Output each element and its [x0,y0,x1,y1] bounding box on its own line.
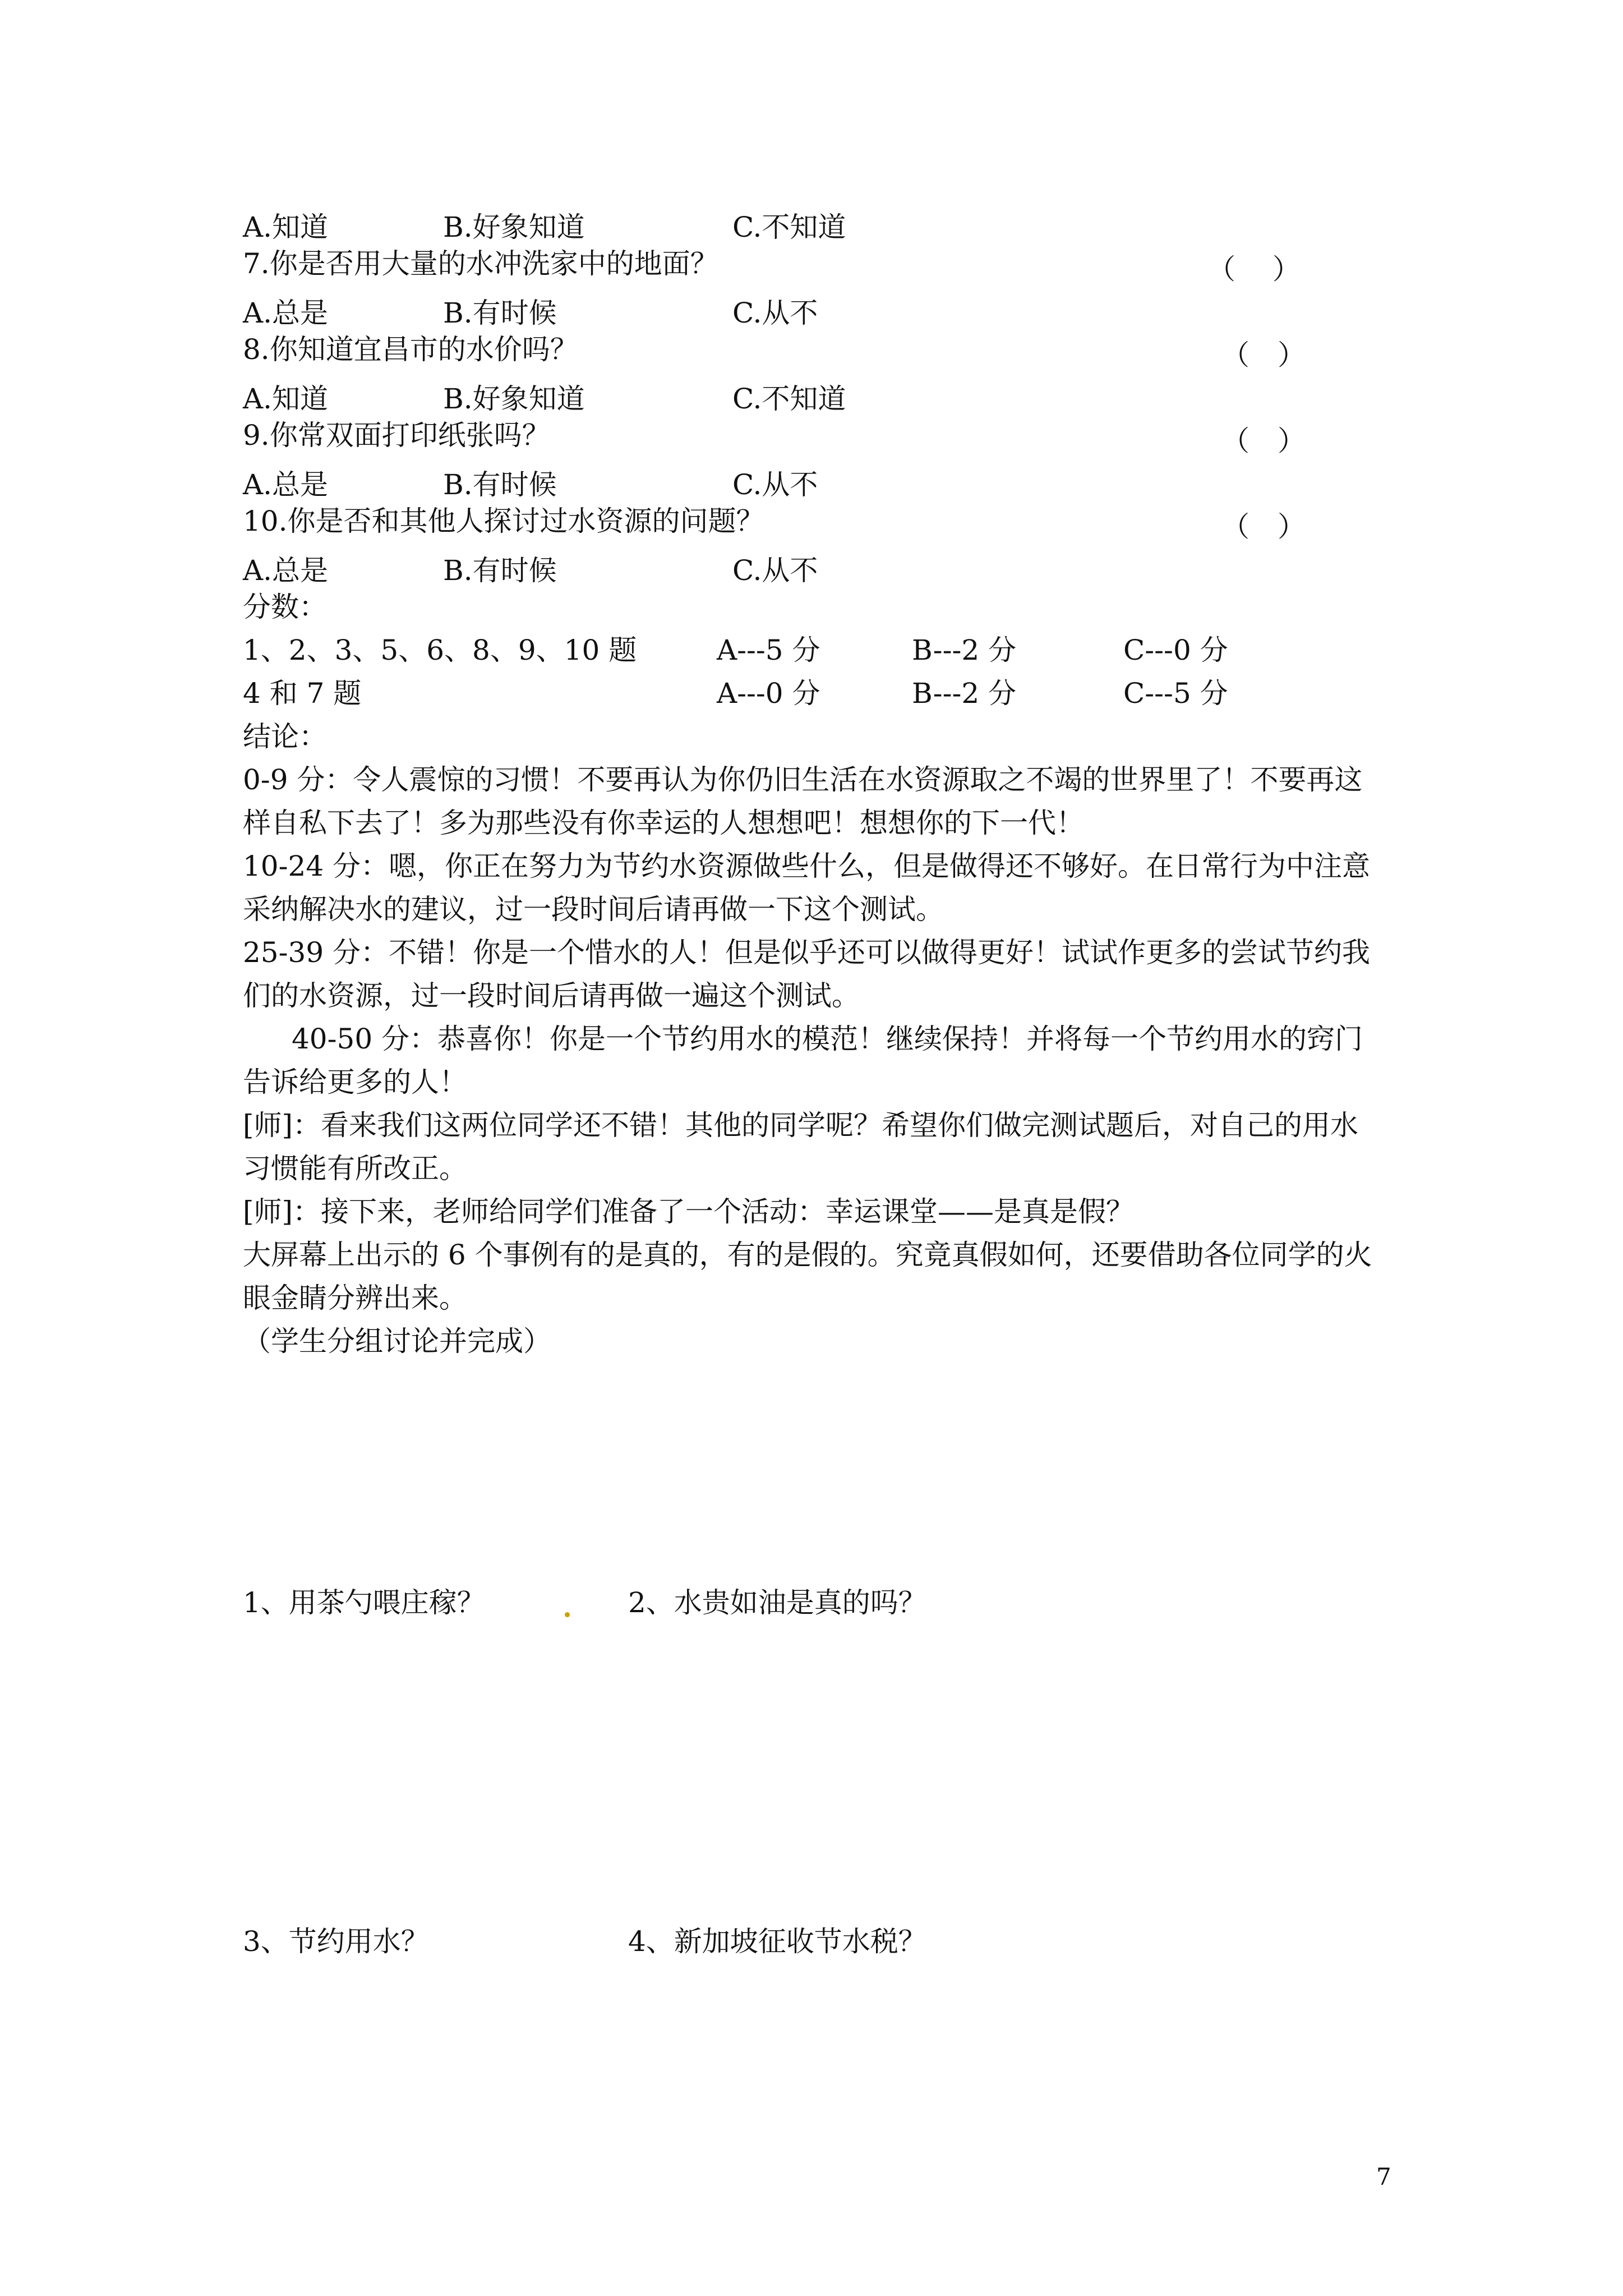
q9-option-c: C.从不 [732,468,818,501]
score-row-1-c: C---0 分 [1123,634,1228,666]
q6-option-c: C.不知道 [732,211,846,243]
q7-option-a: A.总是 [243,297,329,329]
conclusion-range-3-line-1: 25-39 分：不错！你是一个惜水的人！但是似乎还可以做得更好！试试作更多的尝试节约我 [243,936,1371,969]
case-2: 2、水贵如油是真的吗？ [628,1586,926,1619]
case-4: 4、新加坡征收节水税？ [628,1925,926,1958]
conclusion-range-2-line-1: 10-24 分：嗯，你正在努力为节约水资源做些什么，但是做得还不够好。在日常行为中注意 [243,850,1371,882]
case-1: 1、用茶勺喂庄稼？ [243,1586,485,1619]
q10-answer-blank: （ ） [1221,510,1306,543]
activity-description-line-1: 大屏幕上出示的 6 个事例有的是真的，有的是假的。究竟真假如何，还要借助各位同学的火 [243,1239,1372,1271]
conclusion-range-1-line-1: 0-9 分：令人震惊的习惯！不要再认为你仍旧生活在水资源取之不竭的世界里了！不要再这 [243,763,1363,796]
decorative-dot [565,1612,570,1617]
score-row-1-b: B---2 分 [912,634,1017,666]
score-heading: 分数： [243,591,327,623]
score-row-2-a: A---0 分 [717,677,820,710]
conclusion-range-4-line-1: 40-50 分：恭喜你！你是一个节约用水的模范！继续保持！并将每一个节约用水的窍门 [292,1023,1363,1055]
teacher-remark-1-line-1: [师]：看来我们这两位同学还不错！其他的同学呢？希望你们做完测试题后，对自己的用水 [243,1109,1359,1142]
q7-answer-blank: （ ） [1207,253,1301,286]
q10-option-b: B.有时候 [443,554,557,587]
question-10: 10.你是否和其他人探讨过水资源的问题？ [243,505,764,537]
page-number: 7 [1376,2163,1391,2191]
q8-option-b: B.好象知道 [443,383,585,415]
q10-option-c: C.从不 [732,554,818,587]
activity-description-line-2: 眼金睛分辨出来。 [243,1282,467,1314]
conclusion-range-4-line-2: 告诉给更多的人！ [243,1066,467,1098]
q9-option-a: A.总是 [243,468,329,501]
question-9: 9.你常双面打印纸张吗？ [243,419,550,452]
question-7: 7.你是否用大量的水冲洗家中的地面？ [243,247,718,280]
q9-answer-blank: （ ） [1221,425,1306,457]
score-row-2-b: B---2 分 [912,677,1017,710]
conclusion-range-1-line-2: 样自私下去了！多为那些没有你幸运的人想想吧！想想你的下一代！ [243,807,1084,839]
q10-option-a: A.总是 [243,554,329,587]
teacher-remark-2: [师]：接下来，老师给同学们准备了一个活动：幸运课堂——是真是假？ [243,1195,1135,1228]
q8-answer-blank: （ ） [1221,339,1306,371]
q9-option-b: B.有时候 [443,468,557,501]
conclusion-range-3-line-2: 们的水资源，过一段时间后请再做一遍这个测试。 [243,979,860,1012]
q7-option-b: B.有时候 [443,297,557,329]
q7-option-c: C.从不 [732,297,818,329]
score-row-1-a: A---5 分 [717,634,820,666]
conclusion-heading: 结论： [243,720,327,753]
q6-option-a: A.知道 [243,211,329,243]
case-3: 3、节约用水？ [243,1925,429,1958]
student-group-note: （学生分组讨论并完成） [243,1325,551,1358]
conclusion-range-2-line-2: 采纳解决水的建议，过一段时间后请再做一下这个测试。 [243,893,944,926]
score-row-2-label: 4 和 7 题 [243,677,362,710]
q8-option-a: A.知道 [243,383,329,415]
score-row-1-label: 1、2、3、5、6、8、9、10 题 [243,634,637,666]
score-row-2-c: C---5 分 [1123,677,1228,710]
q8-option-c: C.不知道 [732,383,846,415]
teacher-remark-1-line-2: 习惯能有所改正。 [243,1152,467,1185]
q6-option-b: B.好象知道 [443,211,585,243]
question-8: 8.你知道宜昌市的水价吗？ [243,333,578,366]
